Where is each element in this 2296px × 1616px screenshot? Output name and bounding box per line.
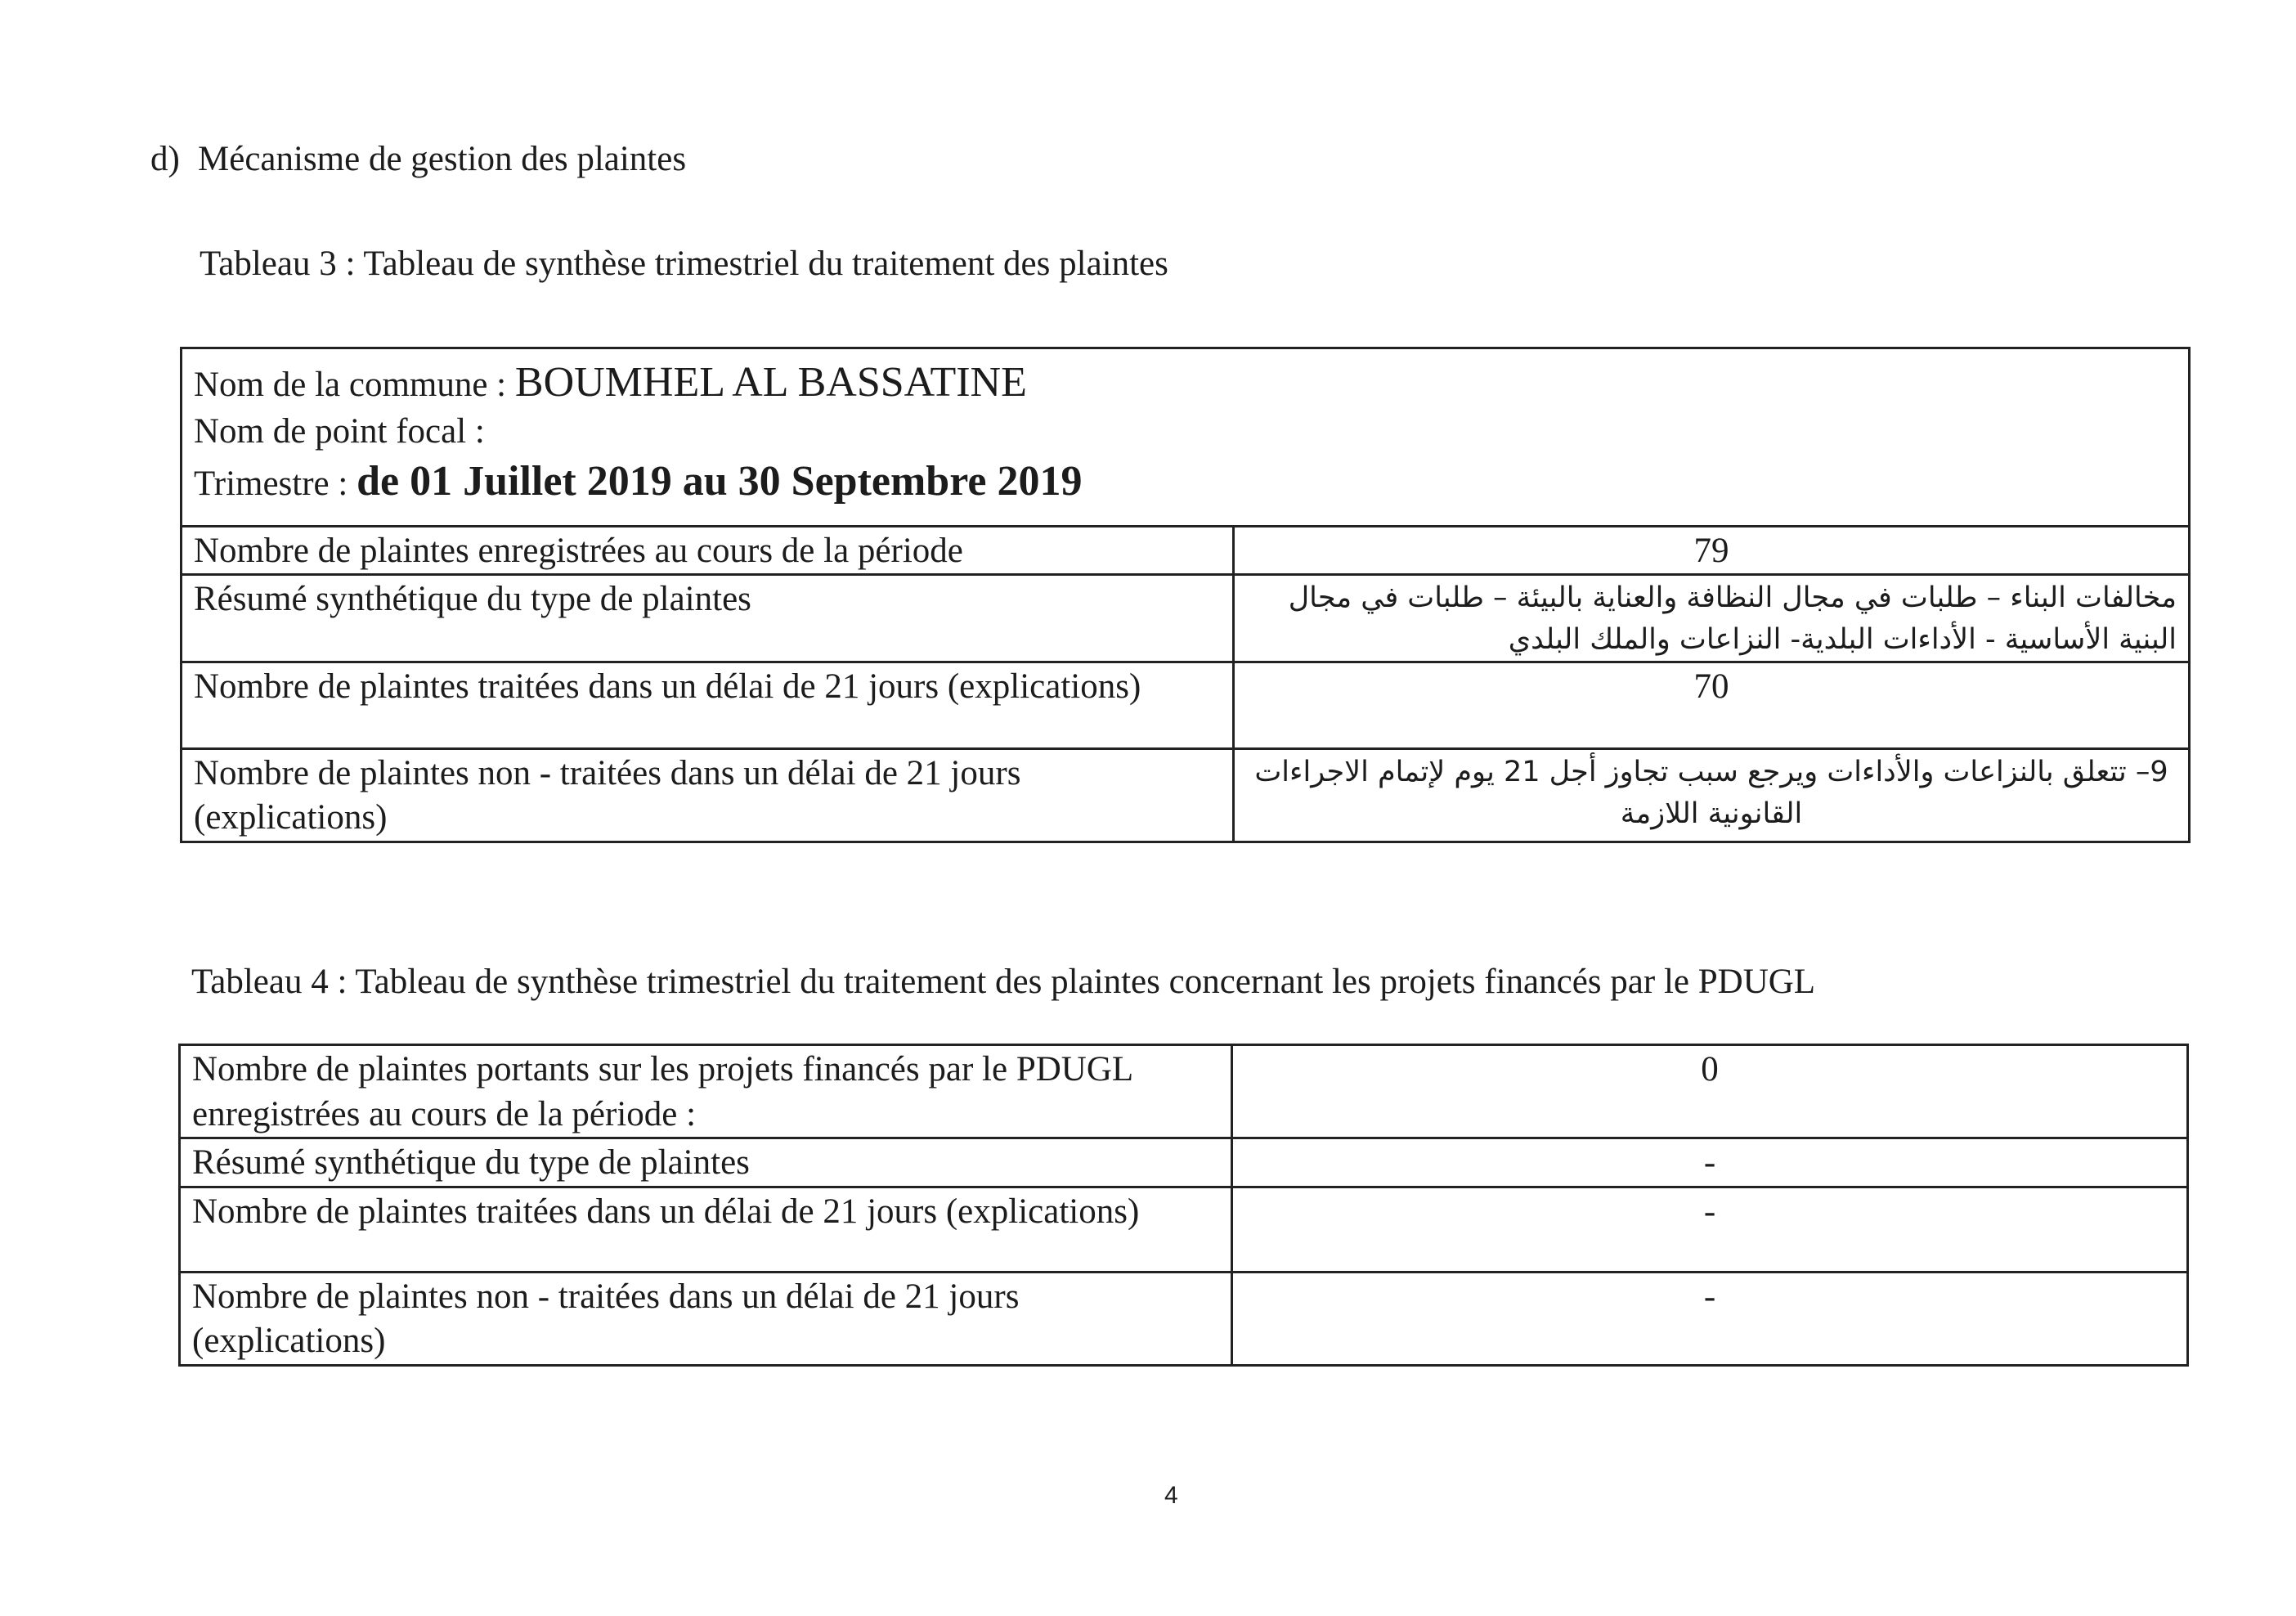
- row-label: Nombre de plaintes traitées dans un délai de 21 jours (explications): [182, 662, 1234, 748]
- section-label: d): [150, 140, 180, 178]
- trimestre-line: [194, 455, 2177, 509]
- commune-value: BOUMHEL AL BASSATINE: [514, 359, 1027, 406]
- commune-label: Nom de la commune :: [194, 366, 515, 404]
- row-label: Nombre de plaintes non - traitées dans un délai de 21 jours (explications): [182, 748, 1234, 842]
- table-row: [182, 526, 2190, 575]
- row-value: -: [1232, 1272, 2188, 1365]
- table-row: [182, 575, 2190, 662]
- row-label: Résumé synthétique du type de plaintes: [180, 1138, 1232, 1187]
- row-label: Nombre de plaintes enregistrées au cours de la période: [182, 526, 1234, 575]
- table-row: [182, 748, 2190, 842]
- table4-caption: Tableau 4 : Tableau de synthèse trimestriel du traitement des plaintes concernant les projets financés par le PDUGL: [191, 963, 1816, 1001]
- row-value: -: [1232, 1138, 2188, 1187]
- table3-header-cell: [182, 348, 2190, 527]
- row-value: -: [1232, 1187, 2188, 1272]
- row-value: 79: [1234, 526, 2190, 575]
- row-label: Nombre de plaintes portants sur les projets financés par le PDUGL enregistrées au cours de la période :: [180, 1045, 1232, 1138]
- focal-label: Nom de point focal :: [194, 412, 485, 451]
- row-value: 0: [1232, 1045, 2188, 1138]
- commune-line: [194, 356, 2177, 410]
- table3-caption: Tableau 3 : Tableau de synthèse trimestriel du traitement des plaintes: [200, 245, 1168, 283]
- table-row: [180, 1187, 2188, 1272]
- table-row: [180, 1272, 2188, 1365]
- focal-line: [194, 410, 2177, 455]
- row-label: Nombre de plaintes non - traitées dans un délai de 21 jours (explications): [180, 1272, 1232, 1365]
- table3: [180, 347, 2191, 843]
- table-row: [180, 1138, 2188, 1187]
- table4: [178, 1044, 2189, 1367]
- trimestre-value: de 01 Juillet 2019 au 30 Septembre 2019: [357, 457, 1083, 505]
- page-number: 4: [1164, 1482, 1178, 1509]
- table-row: [180, 1045, 2188, 1138]
- table-row: [182, 662, 2190, 748]
- trimestre-label: Trimestre :: [194, 464, 357, 503]
- section-title: Mécanisme de gestion des plaintes: [198, 140, 687, 178]
- row-value-arabic: مخالفات البناء – طلبات في مجال النظافة والعناية بالبيئة – طلبات في مجال البنية الأساسية - الأداءات البلدية- النزاعات والملك البلدي: [1234, 575, 2190, 662]
- row-label: Nombre de plaintes traitées dans un délai de 21 jours (explications): [180, 1187, 1232, 1272]
- row-value-arabic: 9– تتعلق بالنزاعات والأداءات ويرجع سبب تجاوز أجل 21 يوم لإتمام الاجراءات القانونية اللازمة: [1234, 748, 2190, 842]
- row-value: 70: [1234, 662, 2190, 748]
- row-label: Résumé synthétique du type de plaintes: [182, 575, 1234, 662]
- section-heading: [150, 139, 686, 179]
